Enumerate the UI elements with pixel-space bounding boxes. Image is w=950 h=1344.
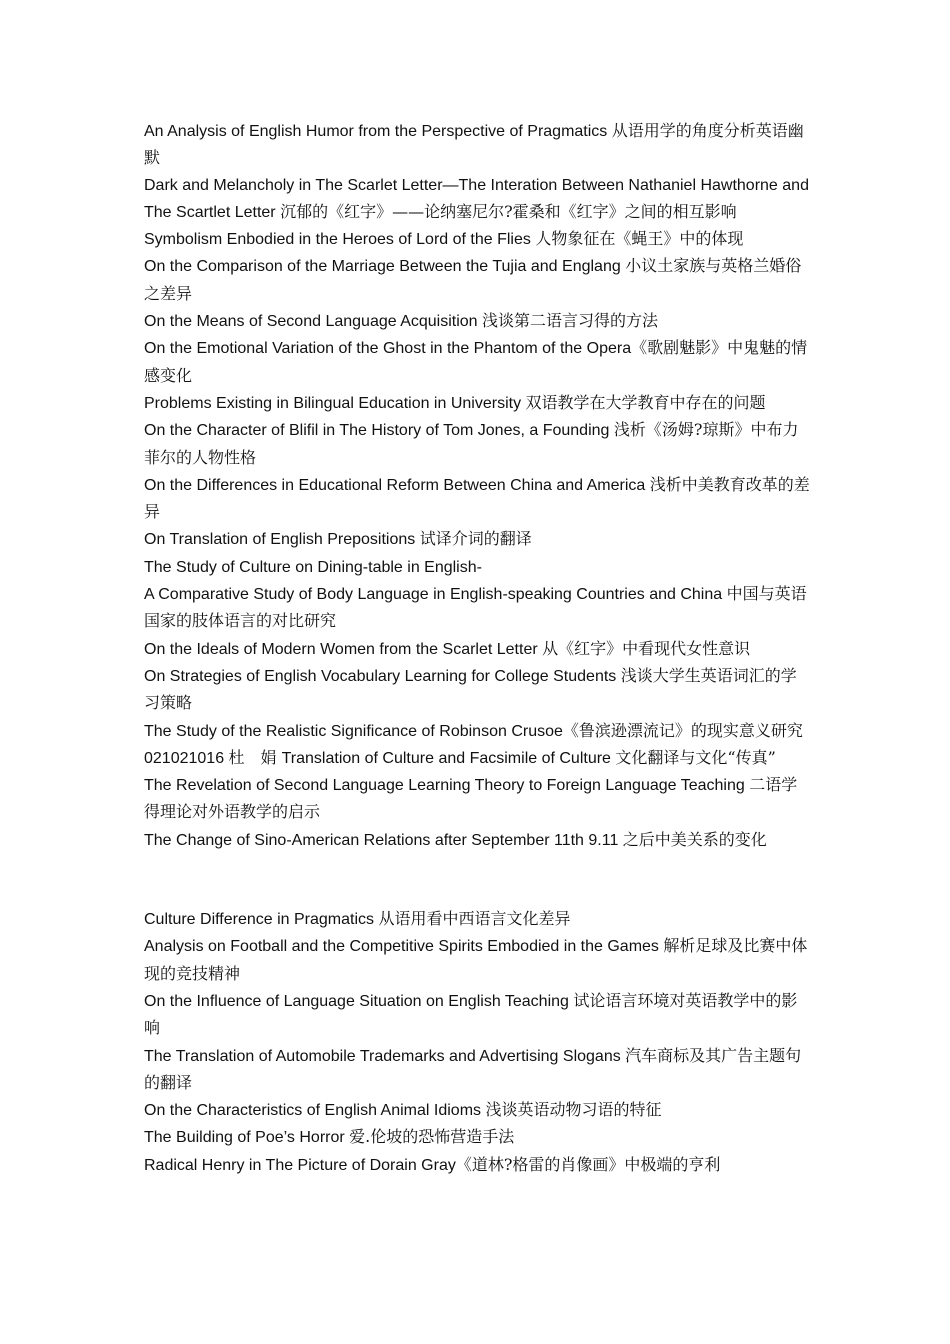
list-item: Culture Difference in Pragmatics 从语用看中西语言文化差异: [144, 909, 571, 929]
list-item: An Analysis of English Humor from the Perspective of Pragmatics 从语用学的角度分析英语幽默: [144, 121, 804, 168]
list-item: On Translation of English Prepositions 试译介词的翻译: [144, 529, 532, 549]
section-spacer: [144, 854, 812, 906]
list-item: On the Differences in Educational Reform Between China and America 浅析中美教育改革的差异: [144, 474, 810, 522]
list-item: On the Characteristics of English Animal Idioms 浅谈英语动物习语的特征: [144, 1100, 662, 1120]
list-item: On the Influence of Language Situation on English Teaching 试论语言环境对英语教学中的影响: [144, 990, 798, 1038]
list-item: On the Ideals of Modern Women from the Scarlet Letter 从《红字》中看现代女性意识: [144, 638, 751, 658]
list-item: A Comparative Study of Body Language in English-speaking Countries and China 中国与英语国家的肢体语言的对比研究: [144, 584, 807, 631]
document-page: [144, 118, 812, 1179]
list-item: Radical Henry in The Picture of Dorain Gray《道林?格雷的肖像画》中极端的亨利: [144, 1154, 721, 1174]
list-item: The Translation of Automobile Trademarks and Advertising Slogans 汽车商标及其广告主题句的翻译: [144, 1045, 802, 1092]
list-item: On the Character of Blifil in The History of Tom Jones, a Founding 浅析《汤姆?琼斯》中布力菲尔的人物性格: [144, 420, 799, 467]
list-item: The Building of Poe’s Horror 爱.伦坡的恐怖营造手法: [144, 1127, 515, 1147]
list-item: On Strategies of English Vocabulary Learning for College Students 浅谈大学生英语词汇的学习策略: [144, 665, 797, 713]
list-item: Analysis on Football and the Competitive Spirits Embodied in the Games 解析足球及比赛中体现的竞技精神: [144, 936, 808, 983]
list-item: Symbolism Enbodied in the Heroes of Lord of the Flies 人物象征在《蝇王》中的体现: [144, 229, 744, 249]
list-item: The Study of the Realistic Significance of Robinson Crusoe《鲁滨逊漂流记》的现实意义研究: [144, 720, 803, 740]
thesis-list-section-1: [144, 118, 812, 854]
list-item: On the Emotional Variation of the Ghost in the Phantom of the Opera《歌剧魅影》中鬼魅的情感变化: [144, 338, 808, 385]
list-item: On the Means of Second Language Acquisition 浅谈第二语言习得的方法: [144, 311, 659, 331]
list-item: The Change of Sino-American Relations after September 11th 9.11 之后中美关系的变化: [144, 829, 767, 849]
list-item: 021021016 杜 娟 Translation of Culture and Facsimile of Culture 文化翻译与文化“传真”: [144, 747, 776, 767]
list-item: Problems Existing in Bilingual Education in University 双语教学在大学教育中存在的问题: [144, 392, 766, 412]
list-item: The Revelation of Second Language Learning Theory to Foreign Language Teaching 二语学得理论对外语教学的启示: [144, 775, 798, 822]
thesis-list-section-2: [144, 906, 812, 1179]
list-item: On the Comparison of the Marriage Between the Tujia and Englang 小议土家族与英格兰婚俗之差异: [144, 256, 802, 303]
list-item: The Study of Culture on Dining-table in English-: [144, 558, 482, 576]
list-item: Dark and Melancholy in The Scarlet Letter—The Interation Between Nathaniel Hawthorne and The Scartlet Letter 沉郁的《红字》——论纳塞尼尔?霍桑和《红字》之间的相互影响: [144, 176, 809, 221]
